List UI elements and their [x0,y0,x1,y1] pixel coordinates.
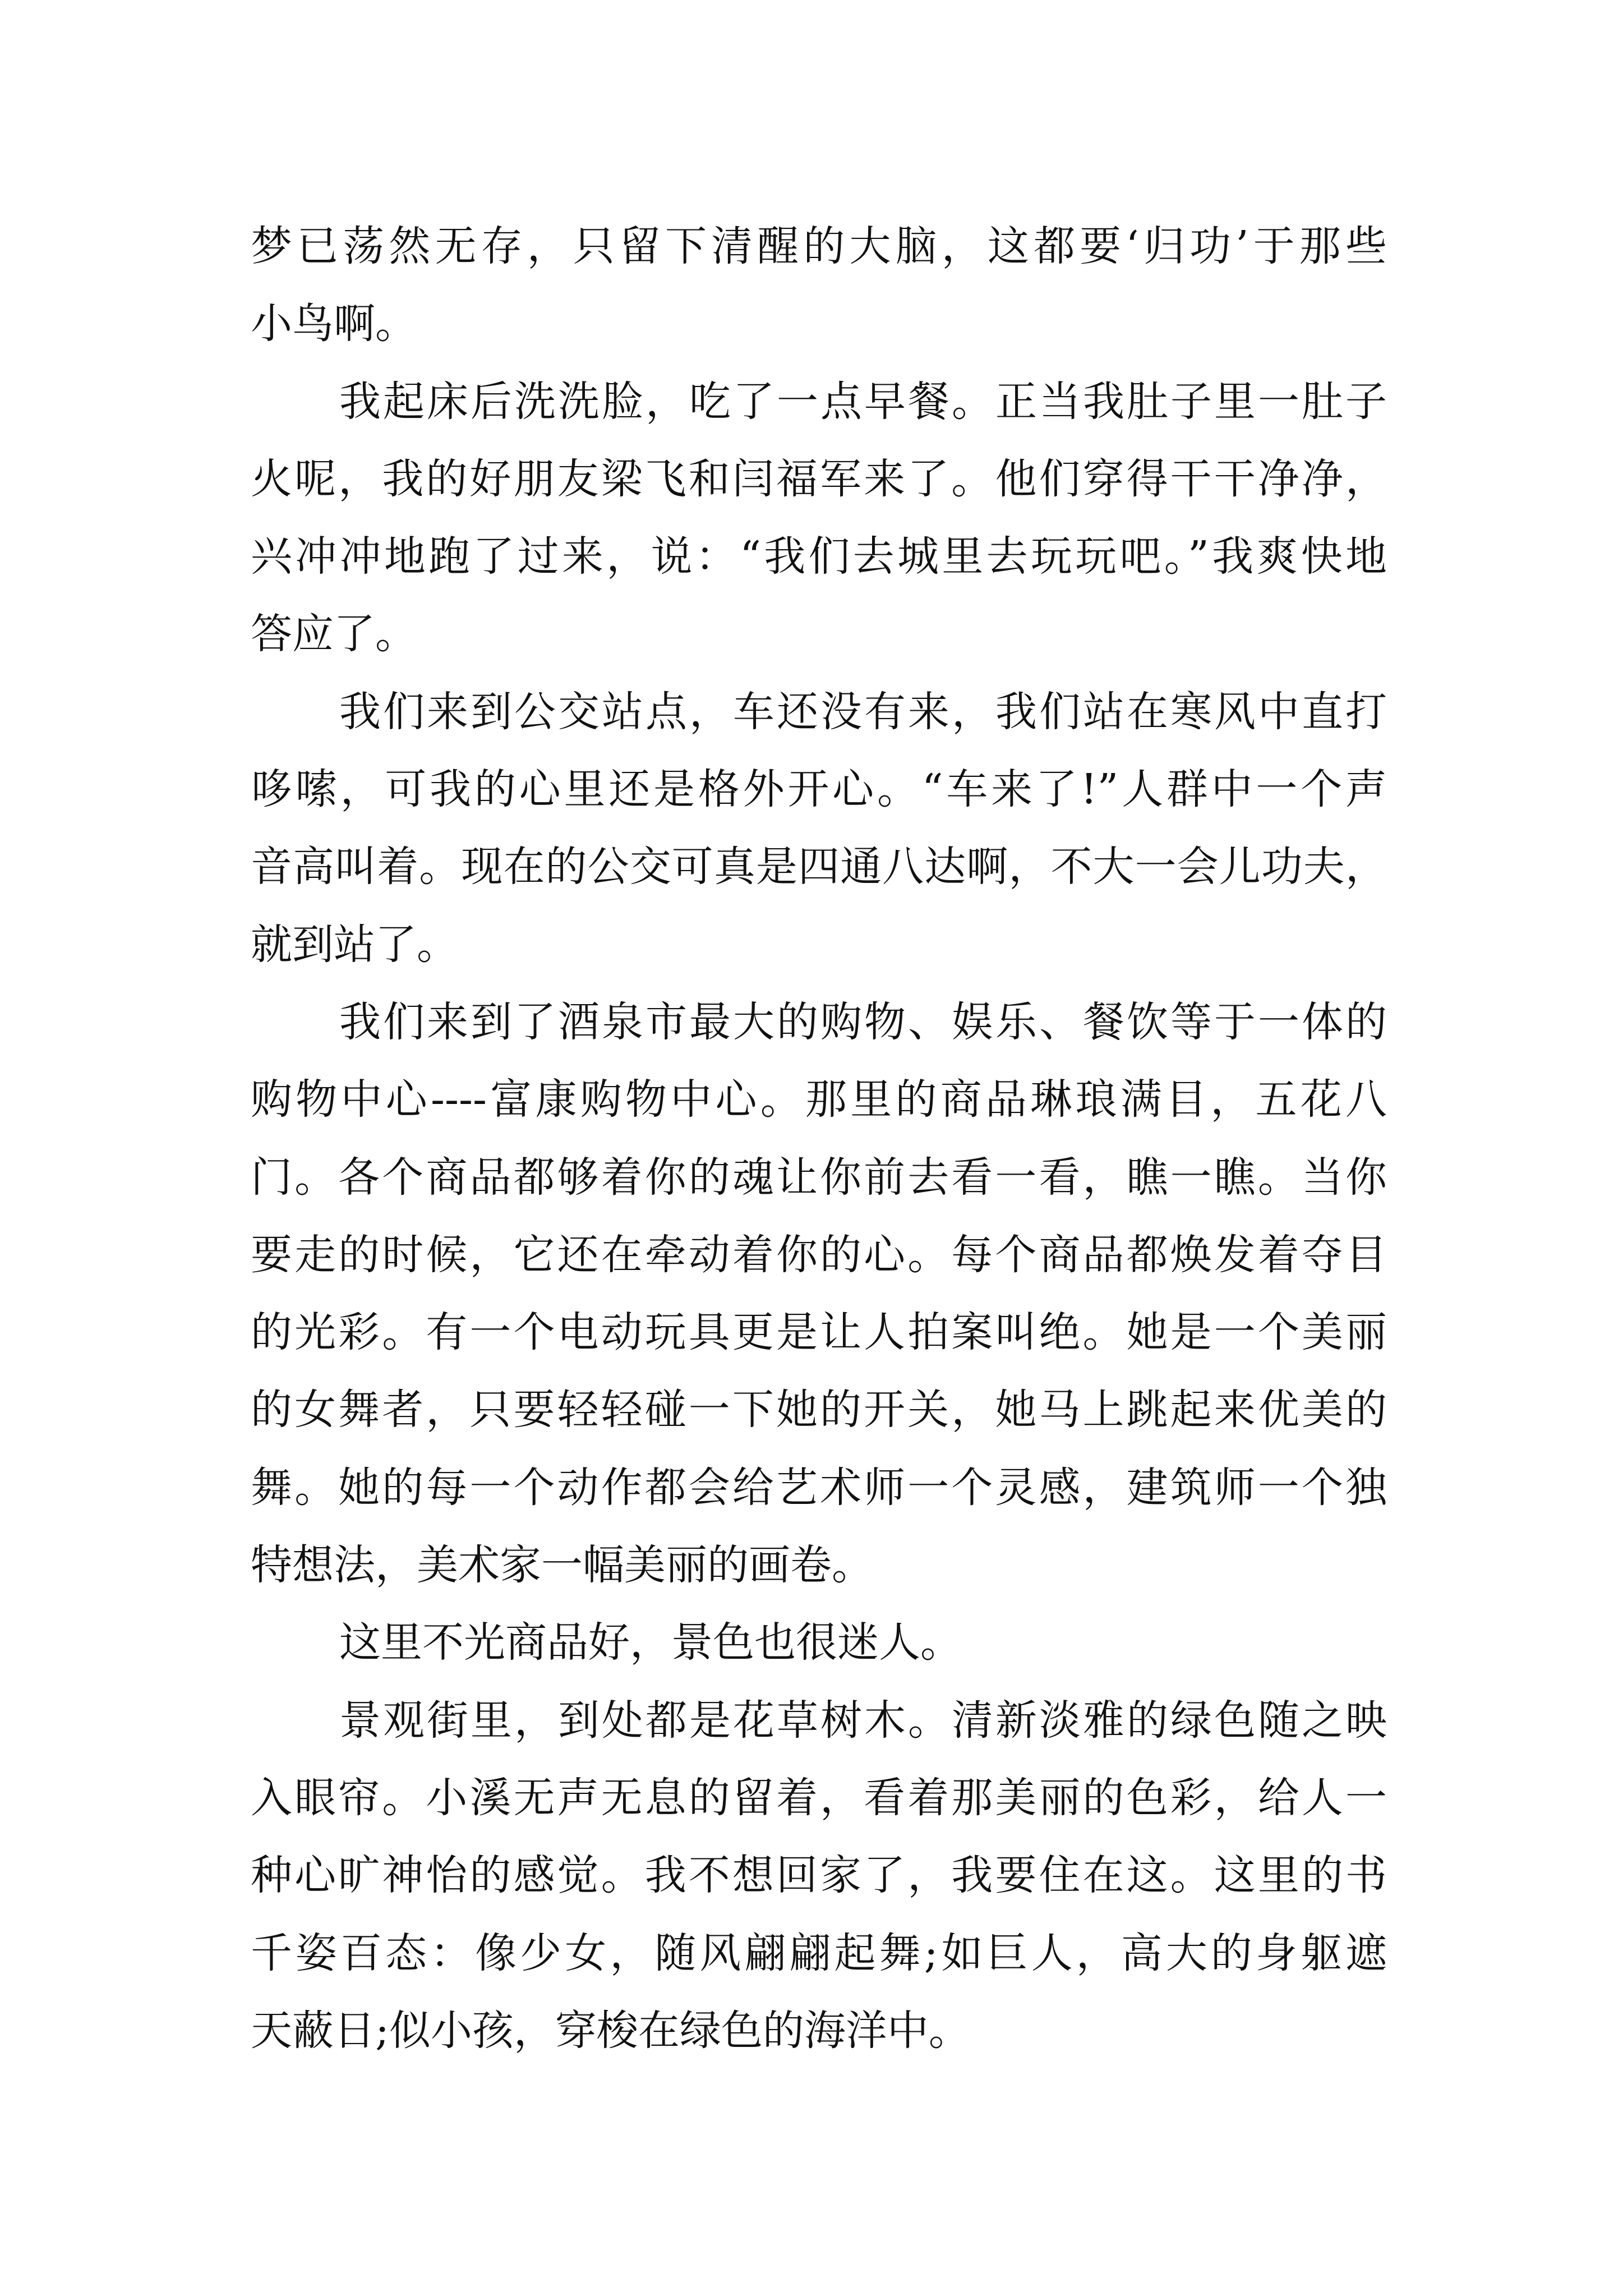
text-line: 哆嗦，可我的心里还是格外开心。“车来了!”人群中一个声 [251,765,1387,814]
text-line: 入眼帘。小溪无声无息的留着，看着那美丽的色彩，给人一 [251,1773,1387,1822]
text-line: 种心旷神怡的感觉。我不想回家了，我要住在这。这里的书 [251,1851,1387,1900]
paragraph-6 [251,1682,1387,2069]
paragraph-3 [251,673,1387,983]
body-text [251,208,1387,2069]
text-line: 的女舞者，只要轻轻碰一下她的开关，她马上跳起来优美的 [251,1386,1387,1434]
text-line: 这里不光商品好，景色也很迷人。 [339,1618,962,1667]
paragraph-5 [251,1604,1387,1681]
text-line: 的光彩。有一个电动玩具更是让人拍案叫绝。她是一个美丽 [251,1308,1387,1357]
text-line: 我起床后洗洗脸，吃了一点早餐。正当我肚子里一肚子 [339,377,1387,426]
text-line: 购物中心----富康购物中心。那里的商品琳琅满目，五花八 [251,1075,1387,1124]
text-line: 舞。她的每一个动作都会给艺术师一个灵感，建筑师一个独 [251,1463,1387,1512]
text-line: 兴冲冲地跑了过来，说：“我们去城里去玩玩吧。”我爽快地 [251,532,1387,581]
text-line: 小鸟啊。 [251,300,417,348]
text-line: 特想法，美术家一幅美丽的画卷。 [251,1541,873,1590]
text-line: 要走的时候，它还在牵动着你的心。每个商品都焕发着夺目 [251,1230,1387,1279]
text-line: 景观街里，到处都是花草树木。清新淡雅的绿色随之映 [339,1696,1387,1745]
paragraph-2 [251,363,1387,673]
text-line: 音高叫着。现在的公交可真是四通八达啊，不大一会儿功夫， [251,843,1387,891]
text-line: 答应了。 [251,610,417,659]
text-line: 千姿百态：像少女，随风翩翩起舞;如巨人，高大的身躯遮 [251,1929,1387,1977]
paragraph-1 [251,208,1387,363]
text-line: 就到站了。 [251,920,458,969]
text-line: 天蔽日;似小孩，穿梭在绿色的海洋中。 [251,2006,970,2055]
paragraph-4 [251,983,1387,1604]
text-line: 我们来到了酒泉市最大的购物、娱乐、餐饮等于一体的 [339,997,1387,1046]
text-line: 门。各个商品都够着你的魂让你前去看一看，瞧一瞧。当你 [251,1153,1387,1202]
text-line: 火呢，我的好朋友梁飞和闫福军来了。他们穿得干干净净， [251,454,1387,503]
text-line: 我们来到公交站点，车还没有来，我们站在寒风中直打 [339,687,1387,736]
text-line: 梦已荡然无存，只留下清醒的大脑，这都要‘归功’于那些 [251,222,1387,270]
